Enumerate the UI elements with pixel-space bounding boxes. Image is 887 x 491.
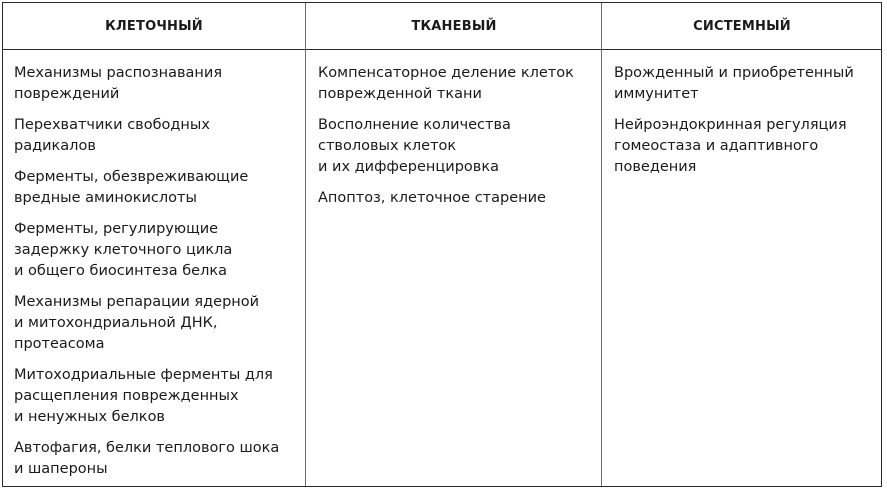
defense-levels-table (2, 2, 882, 487)
list-item: Апоптоз, клеточное старение (318, 190, 546, 206)
column-header-cellular: КЛЕТОЧНЫЙ (105, 19, 203, 34)
column-header-tissue: ТКАНЕВЫЙ (411, 19, 497, 34)
list-item: Митоходриальные ферменты для расщепления поврежденных и ненужных белков (14, 367, 273, 425)
list-item: Компенсаторное деление клеток поврежденной ткани (318, 65, 574, 102)
list-item: Механизмы распознавания повреждений (14, 65, 223, 102)
column-header-systemic: СИСТЕМНЫЙ (693, 19, 791, 34)
column-systemic (601, 3, 882, 486)
list-item: Ферменты, обезвреживающие вредные аминокислоты (14, 169, 249, 206)
list-item: Нейроэндокринная регуляция гомеостаза и адаптивного поведения (614, 117, 847, 175)
list-item: Врожденный и приобретенный иммунитет (614, 65, 854, 102)
column-body-systemic (602, 50, 882, 188)
list-item: Перехватчики свободных радикалов (14, 117, 210, 154)
list-item: Механизмы репарации ядерной и митохондриальной ДНК, протеасома (14, 294, 260, 352)
list-item: Автофагия, белки теплового шока и шапероны (14, 440, 280, 477)
column-tissue (305, 3, 602, 486)
list-item: Восполнение количества стволовых клеток и их дифференцировка (318, 117, 511, 175)
column-body-tissue (306, 50, 602, 219)
column-cellular (3, 3, 305, 486)
column-body-cellular (3, 50, 305, 490)
list-item: Ферменты, регулирующие задержку клеточного цикла и общего биосинтеза белка (14, 221, 233, 279)
